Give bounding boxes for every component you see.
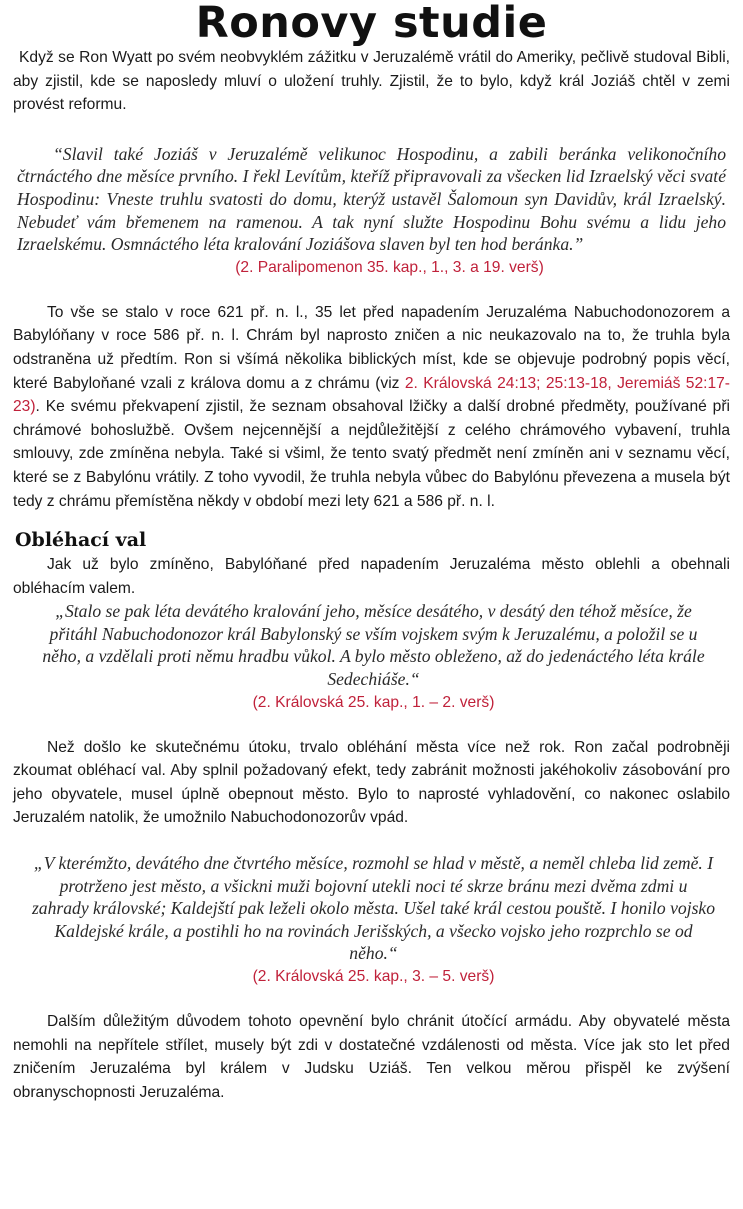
- closing-paragraph: Dalším důležitým důvodem tohoto opevnění bylo chránit útočící armádu. Aby obyvatelé města nemohli na nepřítele střílet, musely být zdi v dostatečné vzdálenosti od města. Více jak sto let před zničením Jeruzaléma byl králem v Judsku Uziáš. Ten velkou měrou přispěl ke zvýšení obranyschopnosti Jeruzaléma.: [13, 1013, 730, 1101]
- quote-text: „V kterémžto, devátého dne čtvrtého měsíce, rozmohl se hlad v městě, a neměl chleba lid země. I protrženo jest město, a všickni muži bojovní utekli noci té skrze bránu mezi dvěma zdmi u zahrady královské; Kaldejští pak leželi okolo města. Ušel také král cestou pouště. I honilo vojsko Kaldejské krále, a postihli ho na rovinách Jerišských, a všecko vojsko jeho rozprchlo se od něho.“: [31, 853, 716, 964]
- intro-paragraph: Když se Ron Wyatt po svém neobvyklém zážitku v Jeruzalémě vrátil do Ameriky, pečlivě studoval Bibli, aby zjistil, kde se naposledy mluví o uložení truhly. Zjistil, že to bylo, když král Joziáš chtěl v zemi provést reformu.: [13, 49, 730, 114]
- section-heading: Obléhací val: [15, 529, 147, 552]
- quote-text: „Stalo se pak léta devátého kralování jeho, měsíce desátého, v desátý den téhož měsíce, že přitáhl Nabuchodonozor král Babylonský se vším vojskem svým k Jeruzalému, a položil se u něho, a vzdělali proti němu hradbu vůkol. A bylo město obleženo, až do jedenáctého léta krále Sedechiáše.“: [42, 601, 705, 690]
- siege-intro-paragraph: Jak už bylo zmíněno, Babylóňané před napadením Jeruzaléma město oblehli a obehnali obléhacím valem.: [13, 556, 730, 597]
- spacer: [13, 830, 730, 852]
- quote-reference: (2. Královská 25. kap., 3. – 5. verš): [252, 968, 495, 985]
- quote-kings-1: [13, 600, 730, 713]
- quote-text: “Slavil také Joziáš v Jeruzalémě velikunoc Hospodinu, a zabili beránka velikonočního čtrnáctého dne měsíce prvního. I řekl Levítům, kteříž připravovali za všecken lid Izraelský věci svaté Hospodinu: Vneste truhlu svatosti do domu, kterýž ustavěl Šalomoun syn Davidův, král Izraelský. Nebudeť vám břemenem na ramenou. A tak nyní služte Hospodinu Bohu svému a lidu jeho Izraelskému. Osmnáctého léta kralování Joziášova slaven byl ten hod beránka.”: [17, 143, 726, 255]
- siege-paragraph: Než došlo ke skutečnému útoku, trvalo obléhání města více než rok. Ron začal podrobněji zkoumat obléhací val. Aby splnil požadovaný efekt, tedy zabránit možnosti jakéhokoliv zásobování pro jeho obyvatele, musel úplně obepnout město. Bylo to naprosté vyhladovění, co nakonec oslabilo Jeruzalém natolik, že umožnilo Nabuchodonozorův vpád.: [13, 738, 730, 827]
- page-title: Ronovy studie: [195, 0, 548, 48]
- spacer: [13, 714, 730, 736]
- bible-references: 2. Královská 24:13; 25:13-18, Jeremiáš 52:17-23): [13, 374, 730, 416]
- quote-kings-2: [13, 852, 730, 988]
- paragraph-text: . Ke svému překvapení zjistil, že seznam obsahoval lžičky a další drobné předměty, používané při chrámové bohoslužbě. Ovšem nejcennější a nejdůležitější z celého chrámového vybavení, truhla smlouvy, zde zmíněna nebyla. Také si všiml, že tento svatý předmět není zmíněn ani v seznamu věcí, které se z Babylónu vrátily. Z toho vyvodil, že truhla nebyla vůbec do Babylónu převezena a musela být tedy z chrámu přemístěna někdy v období mezi lety 621 a 586 př. n. l.: [13, 398, 730, 510]
- quote-paralipomenon: [13, 143, 730, 279]
- spacer: [13, 279, 730, 301]
- spacer: [13, 117, 730, 143]
- spacer: [13, 988, 730, 1010]
- quote-reference: (2. Paralipomenon 35. kap., 1., 3. a 19. verš): [235, 258, 544, 276]
- quote-reference: (2. Královská 25. kap., 1. – 2. verš): [252, 693, 495, 711]
- paragraph-text: To vše se stalo v roce 621 př. n. l., 35 let před napadením Jeruzaléma Nabuchodonozorem a Babylóňany v roce 586 př. n. l. Chrám byl naprosto zničen a nic neukazovalo na to, že truhla byla odstraněna už předtím. Ron si všímá několika biblických míst, kde se objevuje podrobný popis věcí, které Babyloňané vzali z králova domu a z chrámu (viz: [13, 303, 730, 392]
- spacer: [13, 513, 730, 527]
- history-paragraph: [13, 301, 730, 513]
